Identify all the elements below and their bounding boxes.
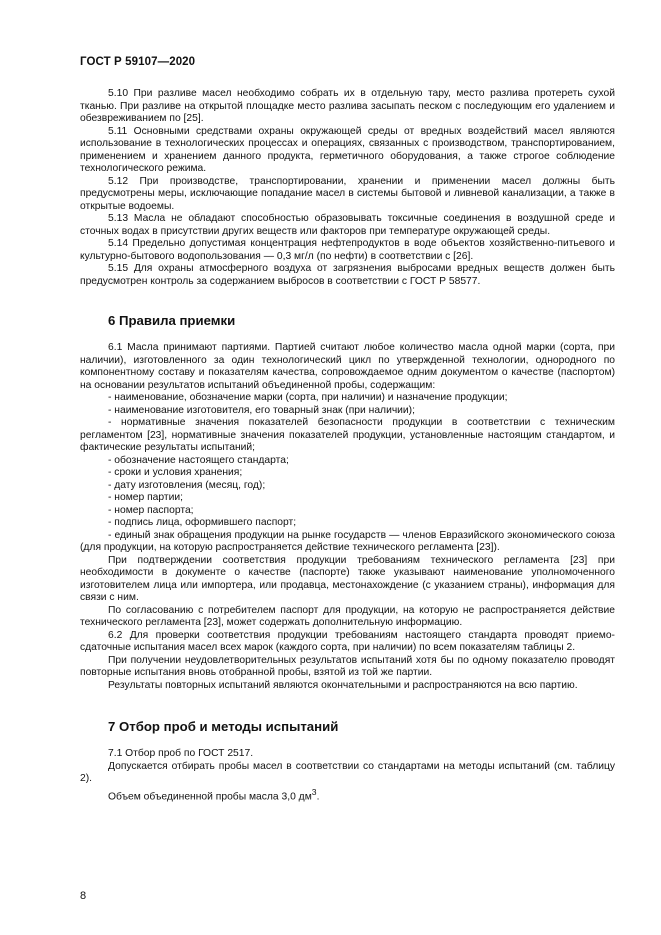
document-header: ГОСТ Р 59107—2020 — [80, 56, 196, 68]
paragraph-sample-volume — [80, 786, 615, 804]
section-7-title: 7 Отбор проб и методы испытаний — [108, 719, 339, 734]
list-item: - нормативные значения показателей безопасности продукции в соответствии с техническим регламентом [23], нормативные значения показателей продукции, установленные настоящим стандартом, и фактические результаты испытаний; — [80, 417, 615, 453]
page-number: 8 — [80, 890, 87, 902]
list-item: - дату изготовления (месяц, год); — [108, 479, 266, 491]
paragraph-7-1: 7.1 Отбор проб по ГОСТ 2517. — [108, 748, 254, 759]
paragraph-5-10: 5.10 При разливе масел необходимо собрать их в отдельную тару, место разлива протереть сухой тканью. При разливе на открытой площадке место разлива засыпать песком с последующим его удалением и обезвреживанием по [25]. — [80, 88, 615, 124]
paragraph-6-2: 6.2 Для проверки соответствия продукции требованиям настоящего стандарта проводят приемо-сдаточные испытания масел всех марок (каждого сорта, при наличии) по всем показателям таблицы 2. — [80, 629, 615, 653]
list-item: - сроки и условия хранения; — [108, 467, 243, 478]
paragraph-5-13: 5.13 Масла не обладают способностью образовывать токсичные соединения в воздушной среде и сточных водах в присутствии других веществ или факторов при температуре окружающей среды. — [80, 213, 615, 237]
list-item: - номер партии; — [108, 492, 183, 503]
section-7 — [80, 719, 615, 803]
paragraph-5-11: 5.11 Основными средствами охраны окружающей среды от вредных воздействий масел являются использование в технологических процессах и операциях, связанных с производством, транспортированием, применением и хранением данного продукта, герметичного оборудования, а также строгое соблюдение технологического режима. — [80, 125, 615, 174]
paragraph-retest: При получении неудовлетворительных результатов испытаний хотя бы по одному показателю проводят повторные испытания вновь отобранной пробы, взятой из той же партии. — [80, 654, 615, 678]
sample-volume-text: Объем объединенной пробы масла 3,0 дм — [108, 790, 312, 802]
list-item: - подпись лица, оформившего паспорт; — [108, 517, 297, 528]
paragraph-agreement: По согласованию с потребителем паспорт для продукции, на которую не распространяется действие технического регламента [23], может содержать дополнительную информацию. — [80, 604, 615, 628]
list-item: - наименование изготовителя, его товарный знак (при наличии); — [108, 404, 415, 416]
section-6-title: 6 Правила приемки — [108, 313, 236, 328]
list-item: - единый знак обращения продукции на рынке государств — членов Евразийского экономического союза (для продукции, на которую распространяется действие технического регламента [23]). — [80, 529, 615, 553]
sample-volume-period: . — [316, 790, 320, 802]
paragraph-6-1: 6.1 Масла принимают партиями. Партией считают любое количество масла одной марки (сорта, при наличии), изготовленного за один технологический цикл по утвержденной технологии, однородного по компонентному составу и показателям качества, сопровождаемое одним документом о качестве (паспортом) на основании результатов испытаний объединенной пробы, содержащим: — [80, 342, 615, 391]
section-5-continued — [80, 88, 615, 288]
list-item: - номер паспорта; — [108, 504, 194, 516]
paragraph-5-14: 5.14 Предельно допустимая концентрация нефтепродуктов в воде объектов хозяйственно-питьевого и культурно-бытового водопользования — 0,3 мг/л (по нефти) в соответствии с [26]. — [80, 238, 615, 262]
list-item: - обозначение настоящего стандарта; — [108, 454, 289, 466]
section-6 — [80, 313, 615, 692]
sample-volume-superscript: 3 — [311, 786, 317, 797]
paragraph-final-results: Результаты повторных испытаний являются окончательными и распространяются на всю партию. — [108, 679, 578, 691]
paragraph-5-15: 5.15 Для охраны атмосферного воздуха от загрязнения выбросами вредных веществ должен быть предусмотрен контроль за содержанием выбросов в соответствии с ГОСТ Р 58577. — [80, 263, 615, 287]
passport-contents-list — [80, 392, 615, 555]
paragraph-sampling-allowed: Допускается отбирать пробы масел в соответствии со стандартами на методы испытаний (см. таблицу 2). — [80, 760, 615, 784]
paragraph-confirmation: При подтверждении соответствия продукции требованиям технического регламента [23] при необходимости в документе о качестве (паспорте) также указывают наименование уполномоченного изготовителем лица или импортера, или продавца, местонахождение (с указанием страны), информация для связи с ним. — [80, 554, 615, 603]
paragraph-5-12: 5.12 При производстве, транспортировании, хранении и применении масел должны быть предусмотрены меры, исключающие попадание масел в системы бытовой и ливневой канализации, а также в открытые водоемы. — [80, 175, 615, 212]
list-item: - наименование, обозначение марки (сорта, при наличии) и назначение продукции; — [108, 392, 508, 403]
